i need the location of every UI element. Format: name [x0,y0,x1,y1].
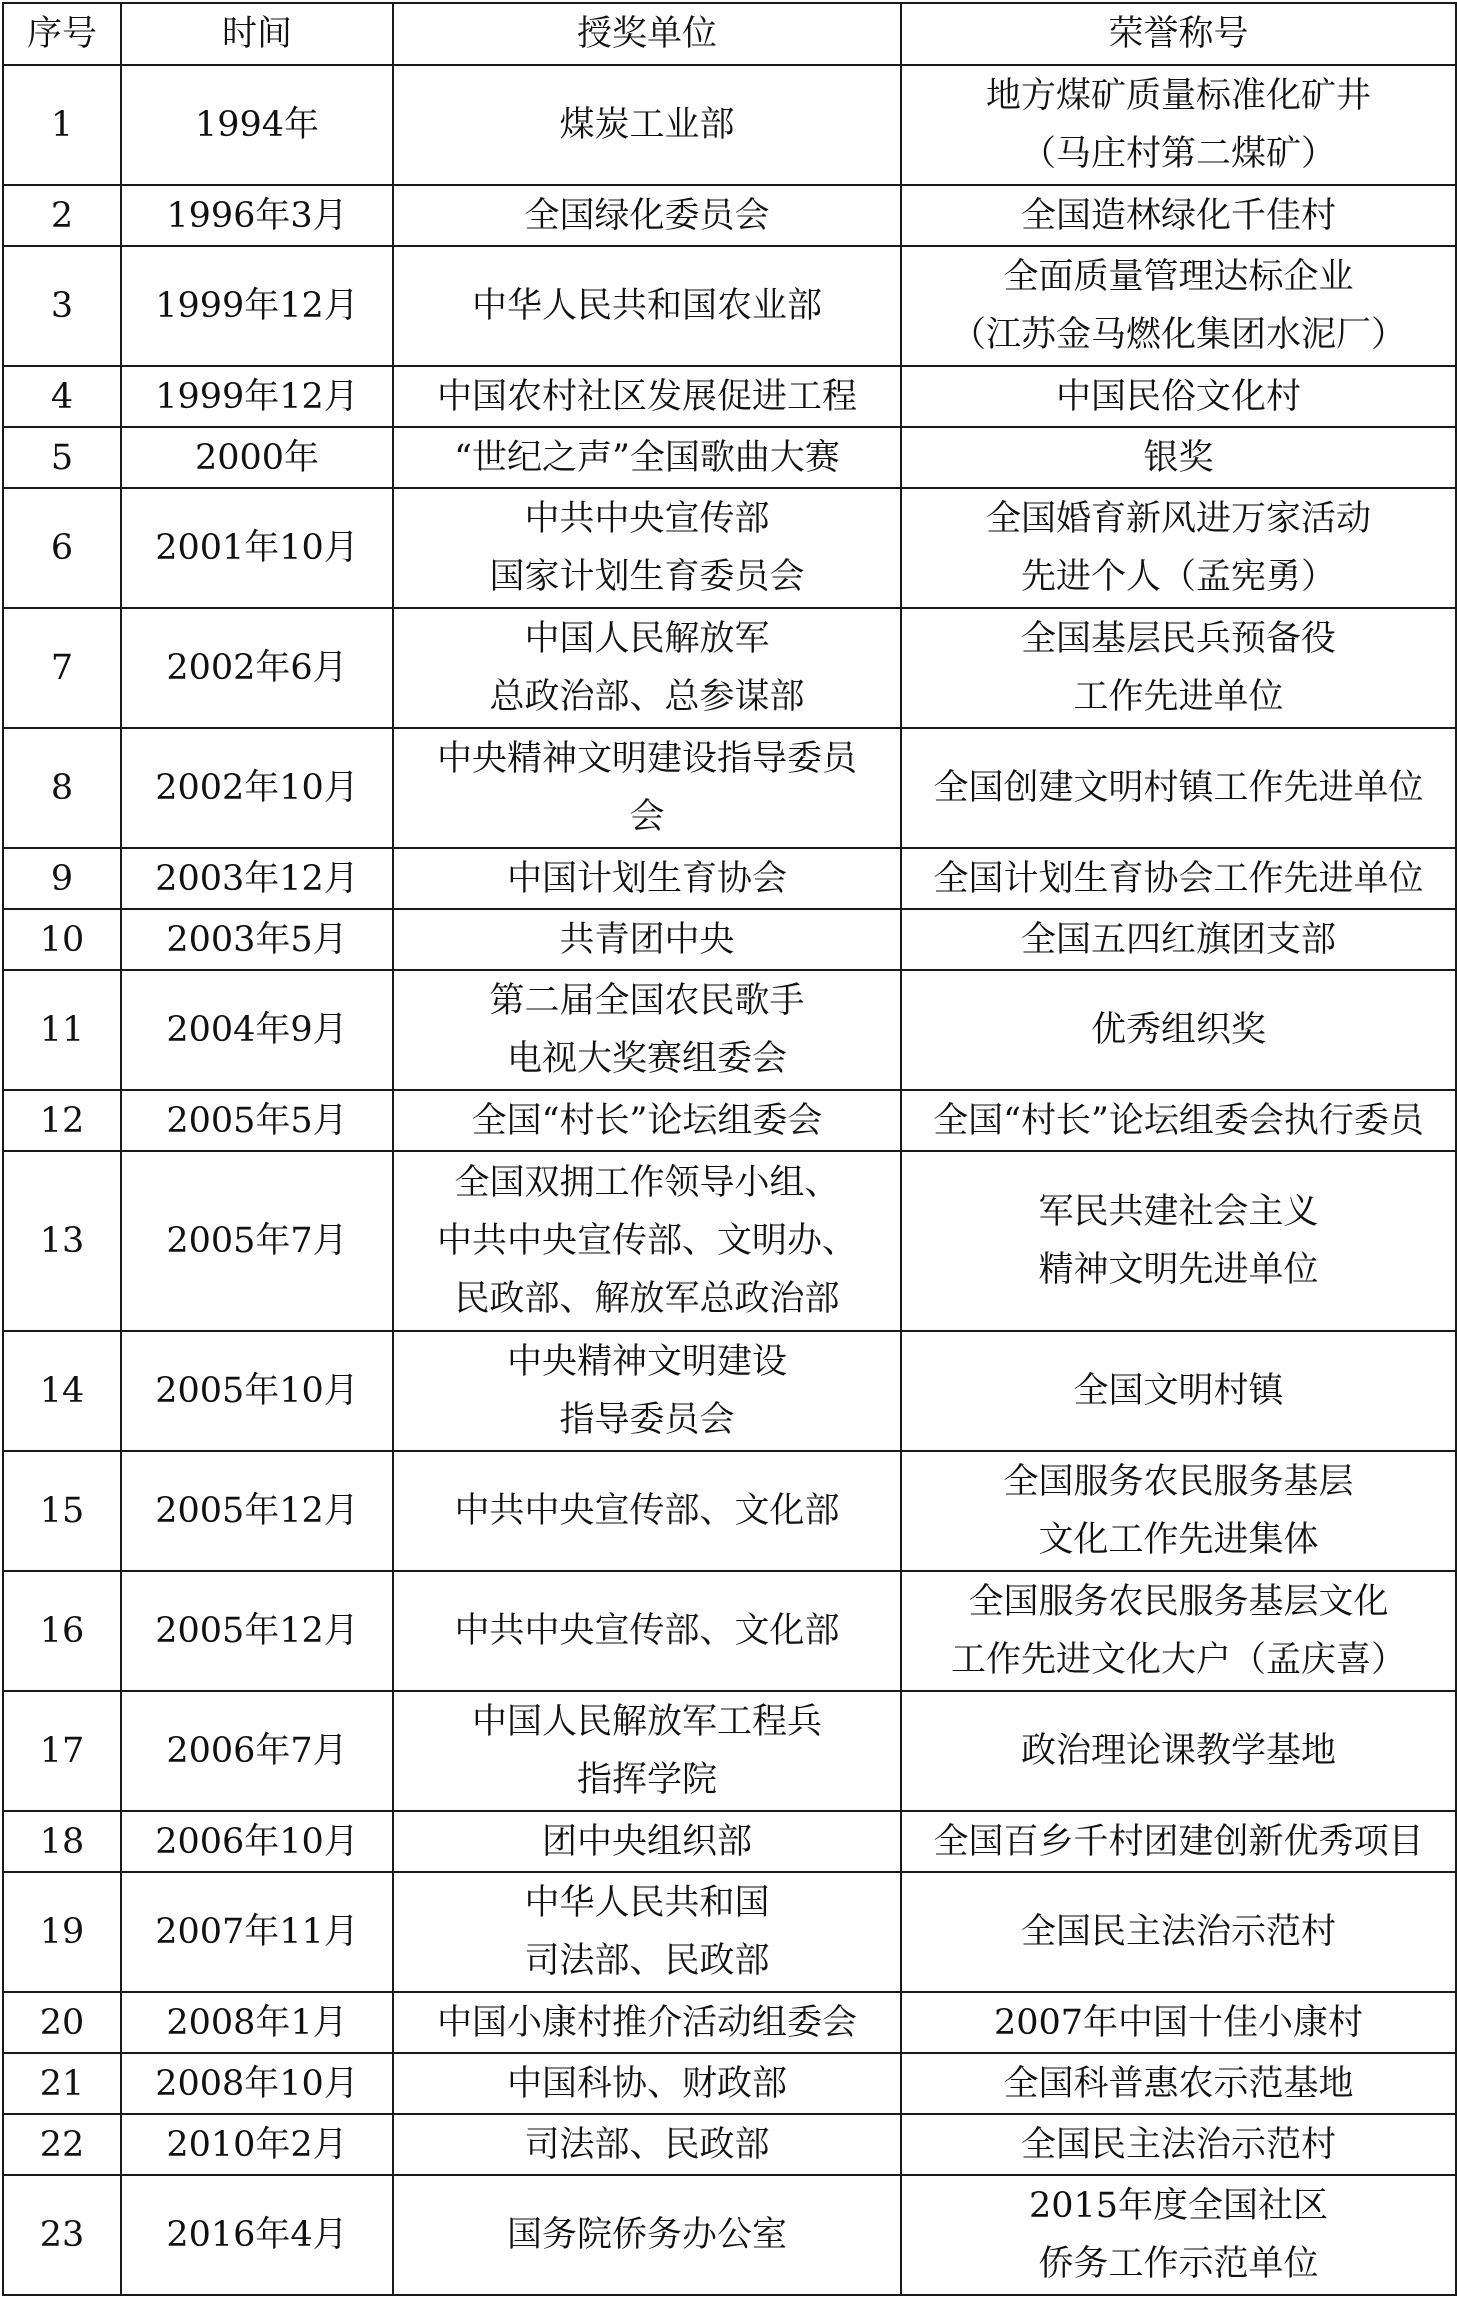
header-unit: 授奖单位 [393,3,901,65]
table-row [3,65,1456,185]
table-row [3,427,1456,488]
table-row [3,1151,1456,1331]
cell-unit: 国务院侨务办公室 [393,2175,901,2295]
cell-unit: 中国人民解放军工程兵 指挥学院 [393,1691,901,1811]
cell-time: 2016年4月 [121,2175,393,2295]
cell-title: 全国百乡千村团建创新优秀项目 [901,1811,1456,1872]
cell-title: 全国服务农民服务基层文化 工作先进文化大户（孟庆喜） [901,1571,1456,1691]
cell-no: 13 [3,1151,121,1331]
cell-time: 2005年12月 [121,1571,393,1691]
cell-time: 1999年12月 [121,366,393,427]
table-row [3,1451,1456,1571]
table-row [3,488,1456,608]
cell-no: 4 [3,366,121,427]
cell-title: 全国文明村镇 [901,1331,1456,1451]
cell-title: 地方煤矿质量标准化矿井 （马庄村第二煤矿） [901,65,1456,185]
cell-unit: 中国计划生育协会 [393,848,901,909]
cell-time: 2005年5月 [121,1090,393,1151]
cell-time: 2006年7月 [121,1691,393,1811]
cell-no: 20 [3,1992,121,2053]
cell-title: 全面质量管理达标企业 （江苏金马燃化集团水泥厂） [901,246,1456,366]
cell-time: 2005年10月 [121,1331,393,1451]
table-row [3,1571,1456,1691]
cell-no: 1 [3,65,121,185]
cell-time: 2003年5月 [121,909,393,970]
cell-unit: 中国小康村推介活动组委会 [393,1992,901,2053]
honors-table [2,2,1457,2296]
table-row [3,1090,1456,1151]
cell-unit: 团中央组织部 [393,1811,901,1872]
table-row [3,970,1456,1090]
cell-title: 全国“村长”论坛组委会执行委员 [901,1090,1456,1151]
cell-unit: 第二届全国农民歌手 电视大奖赛组委会 [393,970,901,1090]
cell-time: 2000年 [121,427,393,488]
table-row [3,1992,1456,2053]
table-row [3,2053,1456,2114]
cell-time: 2003年12月 [121,848,393,909]
cell-title: 2015年度全国社区 侨务工作示范单位 [901,2175,1456,2295]
table-row [3,1691,1456,1811]
header-row [3,3,1456,65]
cell-title: 全国服务农民服务基层 文化工作先进集体 [901,1451,1456,1571]
cell-time: 2004年9月 [121,970,393,1090]
cell-title: 全国计划生育协会工作先进单位 [901,848,1456,909]
cell-title: 全国民主法治示范村 [901,2114,1456,2175]
table-row [3,728,1456,848]
cell-unit: 中华人民共和国农业部 [393,246,901,366]
cell-time: 2002年10月 [121,728,393,848]
cell-unit: 中国人民解放军 总政治部、总参谋部 [393,608,901,728]
cell-unit: 共青团中央 [393,909,901,970]
cell-title: 军民共建社会主义 精神文明先进单位 [901,1151,1456,1331]
cell-unit: 中华人民共和国 司法部、民政部 [393,1872,901,1992]
cell-title: 全国造林绿化千佳村 [901,185,1456,246]
cell-no: 18 [3,1811,121,1872]
header-title: 荣誉称号 [901,3,1456,65]
cell-unit: 全国绿化委员会 [393,185,901,246]
cell-no: 2 [3,185,121,246]
cell-no: 6 [3,488,121,608]
cell-no: 22 [3,2114,121,2175]
cell-title: 全国五四红旗团支部 [901,909,1456,970]
cell-no: 14 [3,1331,121,1451]
cell-time: 2001年10月 [121,488,393,608]
cell-unit: 中国农村社区发展促进工程 [393,366,901,427]
cell-unit: 煤炭工业部 [393,65,901,185]
cell-unit: 全国“村长”论坛组委会 [393,1090,901,1151]
cell-unit: 全国双拥工作领导小组、 中共中央宣传部、文明办、 民政部、解放军总政治部 [393,1151,901,1331]
header-time: 时间 [121,3,393,65]
cell-title: 中国民俗文化村 [901,366,1456,427]
cell-title: 银奖 [901,427,1456,488]
cell-time: 2007年11月 [121,1872,393,1992]
cell-unit: “世纪之声”全国歌曲大赛 [393,427,901,488]
cell-no: 3 [3,246,121,366]
table-row [3,1872,1456,1992]
cell-title: 全国创建文明村镇工作先进单位 [901,728,1456,848]
table-row [3,185,1456,246]
cell-title: 2007年中国十佳小康村 [901,1992,1456,2053]
cell-time: 1996年3月 [121,185,393,246]
cell-title: 全国婚育新风进万家活动 先进个人（孟宪勇） [901,488,1456,608]
cell-unit: 司法部、民政部 [393,2114,901,2175]
cell-time: 2006年10月 [121,1811,393,1872]
cell-no: 21 [3,2053,121,2114]
cell-no: 19 [3,1872,121,1992]
table-row [3,909,1456,970]
cell-title: 全国基层民兵预备役 工作先进单位 [901,608,1456,728]
cell-time: 2005年7月 [121,1151,393,1331]
cell-no: 10 [3,909,121,970]
table-row [3,2114,1456,2175]
cell-no: 11 [3,970,121,1090]
table-row [3,1331,1456,1451]
table-row [3,2175,1456,2295]
cell-unit: 中共中央宣传部、文化部 [393,1451,901,1571]
cell-no: 9 [3,848,121,909]
cell-no: 16 [3,1571,121,1691]
cell-unit: 中共中央宣传部 国家计划生育委员会 [393,488,901,608]
table-row [3,246,1456,366]
cell-title: 优秀组织奖 [901,970,1456,1090]
cell-time: 2010年2月 [121,2114,393,2175]
cell-time: 2002年6月 [121,608,393,728]
cell-unit: 中央精神文明建设指导委员 会 [393,728,901,848]
cell-no: 15 [3,1451,121,1571]
cell-time: 2008年1月 [121,1992,393,2053]
cell-unit: 中共中央宣传部、文化部 [393,1571,901,1691]
cell-no: 17 [3,1691,121,1811]
cell-title: 全国科普惠农示范基地 [901,2053,1456,2114]
cell-title: 政治理论课教学基地 [901,1691,1456,1811]
cell-no: 7 [3,608,121,728]
cell-no: 23 [3,2175,121,2295]
cell-time: 1994年 [121,65,393,185]
table-row [3,608,1456,728]
table-row [3,366,1456,427]
cell-unit: 中国科协、财政部 [393,2053,901,2114]
table-row [3,1811,1456,1872]
cell-time: 2005年12月 [121,1451,393,1571]
cell-unit: 中央精神文明建设 指导委员会 [393,1331,901,1451]
cell-title: 全国民主法治示范村 [901,1872,1456,1992]
cell-time: 2008年10月 [121,2053,393,2114]
cell-no: 8 [3,728,121,848]
header-no: 序号 [3,3,121,65]
cell-no: 12 [3,1090,121,1151]
cell-no: 5 [3,427,121,488]
cell-time: 1999年12月 [121,246,393,366]
table-row [3,848,1456,909]
